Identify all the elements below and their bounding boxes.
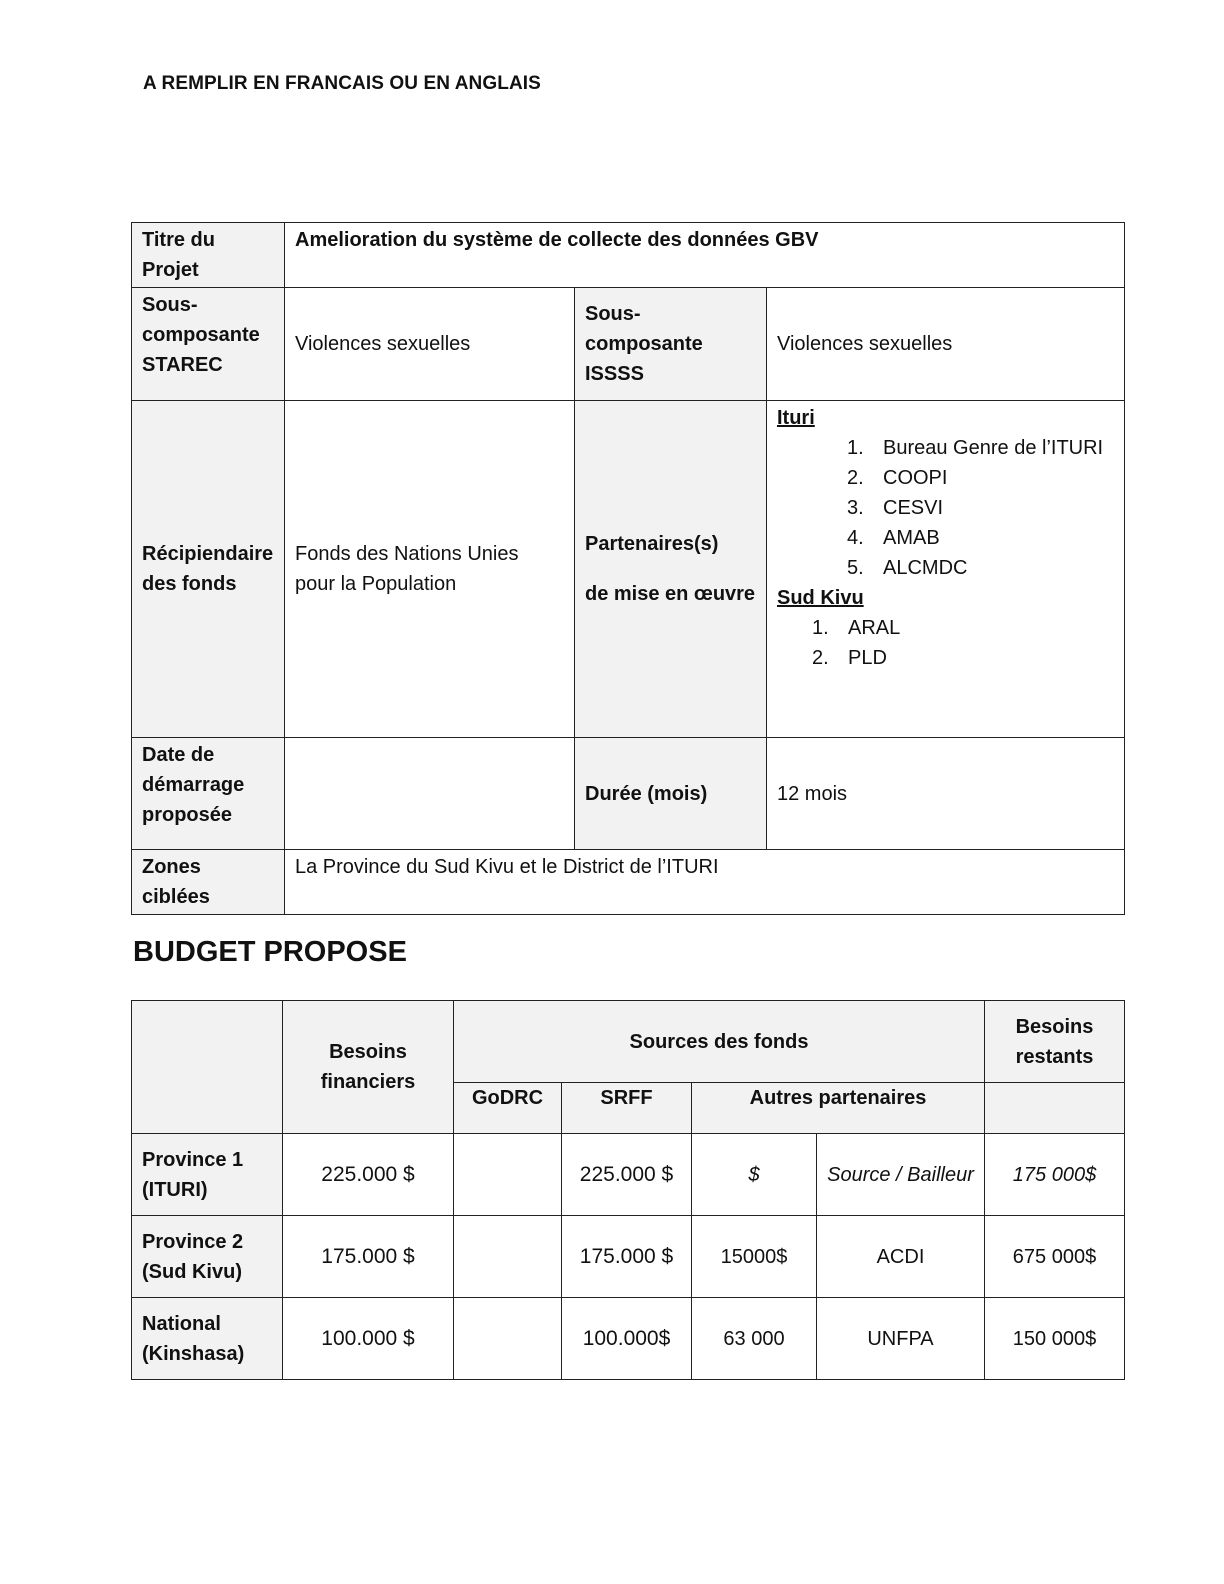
srff-header: SRFF <box>562 1083 692 1134</box>
srff-cell: 175.000 $ <box>562 1216 692 1298</box>
needs-header: Besoins financiers <box>283 1001 454 1134</box>
godrc-cell <box>454 1298 562 1380</box>
partners-label <box>575 401 767 738</box>
sud-kivu-heading: Sud Kivu <box>777 587 864 609</box>
other-source-cell: UNFPA <box>817 1298 985 1380</box>
issss-value: Violences sexuelles <box>767 288 1125 401</box>
list-item: 4. AMAB <box>847 527 940 549</box>
row-label: Province 2 (Sud Kivu) <box>132 1216 283 1298</box>
starec-value: Violences sexuelles <box>285 288 575 401</box>
list-item: 1. ARAL <box>812 617 901 639</box>
ituri-partner-list <box>777 433 1114 583</box>
list-item: 2. COOPI <box>847 467 948 489</box>
start-date-value <box>285 738 575 850</box>
partners-list <box>767 401 1125 738</box>
duration-label: Durée (mois) <box>575 738 767 850</box>
other-partners-header: Autres partenaires <box>692 1083 985 1134</box>
budget-corner-cell <box>132 1001 283 1134</box>
godrc-header: GoDRC <box>454 1083 562 1134</box>
srff-cell: 100.000$ <box>562 1298 692 1380</box>
recipient-value: Fonds des Nations Unies pour la Population <box>285 401 575 738</box>
srff-cell: 225.000 $ <box>562 1134 692 1216</box>
other-source-cell: Source / Bailleur <box>817 1134 985 1216</box>
budget-title: BUDGET PROPOSE <box>133 936 407 968</box>
zones-value: La Province du Sud Kivu et le District de l’ITURI <box>285 850 1125 915</box>
partners-label-line1: Partenaires(s) <box>585 533 719 555</box>
sud-kivu-partner-list <box>777 613 1114 673</box>
remaining-cell: 175 000$ <box>985 1134 1125 1216</box>
starec-label: Sous-composante STAREC <box>132 288 285 401</box>
table-row <box>132 1298 1125 1380</box>
ituri-heading: Ituri <box>777 407 815 429</box>
remaining-subheader <box>985 1083 1125 1134</box>
list-item: 5. ALCMDC <box>847 557 968 579</box>
remaining-cell: 150 000$ <box>985 1298 1125 1380</box>
list-item: 3. CESVI <box>847 497 944 519</box>
other-amount-cell: $ <box>692 1134 817 1216</box>
needs-cell: 225.000 $ <box>283 1134 454 1216</box>
issss-label: Sous-composante ISSSS <box>575 288 767 401</box>
page-instruction: A REMPLIR EN FRANCAIS OU EN ANGLAIS <box>143 73 541 94</box>
duration-value: 12 mois <box>767 738 1125 850</box>
list-item: 2. PLD <box>812 647 887 669</box>
other-source-cell: ACDI <box>817 1216 985 1298</box>
godrc-cell <box>454 1134 562 1216</box>
table-row <box>132 1134 1125 1216</box>
needs-cell: 175.000 $ <box>283 1216 454 1298</box>
partners-label-line2: de mise en œuvre <box>585 583 756 605</box>
table-row <box>132 1216 1125 1298</box>
sources-header: Sources des fonds <box>454 1001 985 1083</box>
budget-table <box>131 1000 1125 1380</box>
start-date-label: Date de démarrage proposée <box>132 738 285 850</box>
other-amount-cell: 15000$ <box>692 1216 817 1298</box>
title-label: Titre du Projet <box>132 223 285 288</box>
recipient-label: Récipiendaire des fonds <box>132 401 285 738</box>
other-amount-cell: 63 000 <box>692 1298 817 1380</box>
project-info-table <box>131 222 1125 915</box>
title-value: Amelioration du système de collecte des données GBV <box>285 223 1125 288</box>
row-label: National (Kinshasa) <box>132 1298 283 1380</box>
list-item: 1. Bureau Genre de l’ITURI <box>847 437 1104 459</box>
needs-cell: 100.000 $ <box>283 1298 454 1380</box>
remaining-header: Besoins restants <box>985 1001 1125 1083</box>
zones-label: Zones ciblées <box>132 850 285 915</box>
row-label: Province 1 (ITURI) <box>132 1134 283 1216</box>
remaining-cell: 675 000$ <box>985 1216 1125 1298</box>
godrc-cell <box>454 1216 562 1298</box>
